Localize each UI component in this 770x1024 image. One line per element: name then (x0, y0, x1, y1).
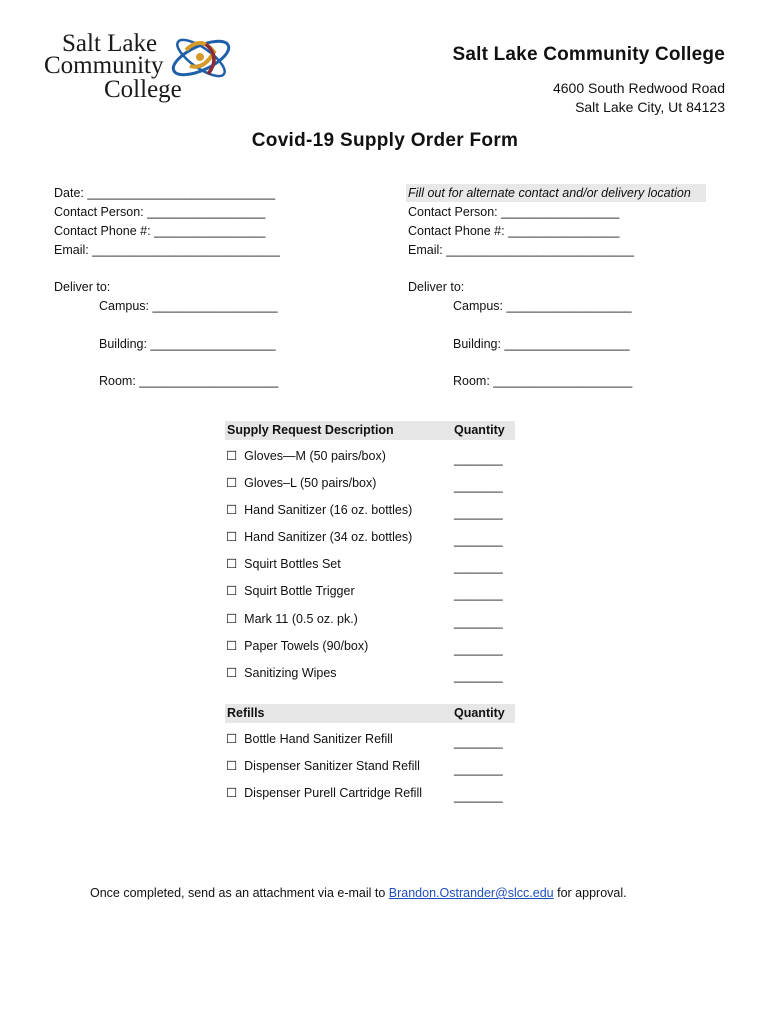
alt-contact-phone-field[interactable]: Contact Phone #: ________________ (408, 224, 620, 238)
alt-deliver-to-label: Deliver to: (408, 280, 465, 294)
refill-item-dispenser-stand[interactable]: ☐ Dispenser Sanitizer Stand Refill (226, 759, 420, 773)
supply-item-sanitizing-wipes[interactable]: ☐ Sanitizing Wipes (226, 666, 337, 680)
qty-squirt-bottles[interactable]: _______ (454, 560, 503, 574)
refills-desc-header: Refills (227, 706, 265, 720)
form-title: Covid-19 Supply Order Form (251, 130, 519, 151)
deliver-to-label: Deliver to: (54, 280, 111, 294)
alt-room-field[interactable]: Room: ____________________ (453, 374, 633, 388)
date-field[interactable]: Date: ___________________________ (54, 186, 276, 200)
address-line2: Salt Lake City, Ut 84123 (575, 99, 725, 115)
alt-email-field[interactable]: Email: ___________________________ (408, 243, 634, 257)
qty-sanitizer-16[interactable]: _______ (454, 506, 503, 520)
alternate-contact-heading: Fill out for alternate contact and/or delivery location (406, 184, 706, 202)
refill-item-bottle-sanitizer[interactable]: ☐ Bottle Hand Sanitizer Refill (226, 732, 393, 746)
qty-gloves-l[interactable]: _______ (454, 479, 503, 493)
building-field[interactable]: Building: __________________ (99, 337, 276, 351)
supply-item-paper-towels[interactable]: ☐ Paper Towels (90/box) (226, 639, 369, 653)
supplies-desc-header: Supply Request Description (227, 423, 394, 437)
logo-line3: College (104, 76, 182, 103)
qty-sanitizing-wipes[interactable]: _______ (454, 669, 503, 683)
alt-building-field[interactable]: Building: __________________ (453, 337, 630, 351)
refill-item-purell-cartridge[interactable]: ☐ Dispenser Purell Cartridge Refill (226, 786, 422, 800)
alt-contact-person-field[interactable]: Contact Person: _________________ (408, 205, 620, 219)
logo-line2: Community (44, 52, 164, 79)
contact-phone-field[interactable]: Contact Phone #: ________________ (54, 224, 266, 238)
address-line1: 4600 South Redwood Road (552, 80, 725, 96)
logo-line1: Salt Lake (62, 30, 158, 57)
qty-mark-11[interactable]: _______ (454, 615, 503, 629)
campus-field[interactable]: Campus: __________________ (99, 299, 278, 313)
supply-item-squirt-bottles[interactable]: ☐ Squirt Bottles Set (226, 557, 341, 571)
footer-instructions (90, 884, 627, 902)
room-field[interactable]: Room: ____________________ (99, 374, 279, 388)
approval-email-link[interactable]: Brandon.Ostrander@slcc.edu (388, 886, 554, 900)
qty-sanitizer-34[interactable]: _______ (454, 533, 503, 547)
supply-item-sanitizer-34[interactable]: ☐ Hand Sanitizer (34 oz. bottles) (226, 530, 413, 544)
qty-squirt-trigger[interactable]: _______ (454, 587, 503, 601)
qty-gloves-m[interactable]: _______ (454, 452, 503, 466)
footer-text-after: for approval. (553, 886, 627, 900)
qty-purell-cartridge[interactable]: _______ (454, 789, 503, 803)
footer-text-before: Once completed, send as an attachment via e-mail to (90, 886, 389, 900)
contact-person-field[interactable]: Contact Person: _________________ (54, 205, 266, 219)
college-logo (42, 28, 242, 106)
supply-item-sanitizer-16[interactable]: ☐ Hand Sanitizer (16 oz. bottles) (226, 503, 413, 517)
supply-item-gloves-m[interactable]: ☐ Gloves—M (50 pairs/box) (226, 449, 386, 463)
supply-item-gloves-l[interactable]: ☐ Gloves–L (50 pairs/box) (226, 476, 377, 490)
alt-campus-field[interactable]: Campus: __________________ (453, 299, 632, 313)
qty-bottle-sanitizer[interactable]: _______ (454, 735, 503, 749)
refills-qty-header: Quantity (454, 706, 505, 720)
email-field[interactable]: Email: ___________________________ (54, 243, 280, 257)
qty-paper-towels[interactable]: _______ (454, 642, 503, 656)
logo-swirl-icon (166, 30, 236, 86)
supplies-qty-header: Quantity (454, 423, 505, 437)
supply-item-squirt-trigger[interactable]: ☐ Squirt Bottle Trigger (226, 584, 355, 598)
supply-item-mark-11[interactable]: ☐ Mark 11 (0.5 oz. pk.) (226, 612, 358, 626)
qty-dispenser-stand[interactable]: _______ (454, 762, 503, 776)
org-name: Salt Lake Community College (452, 44, 725, 65)
